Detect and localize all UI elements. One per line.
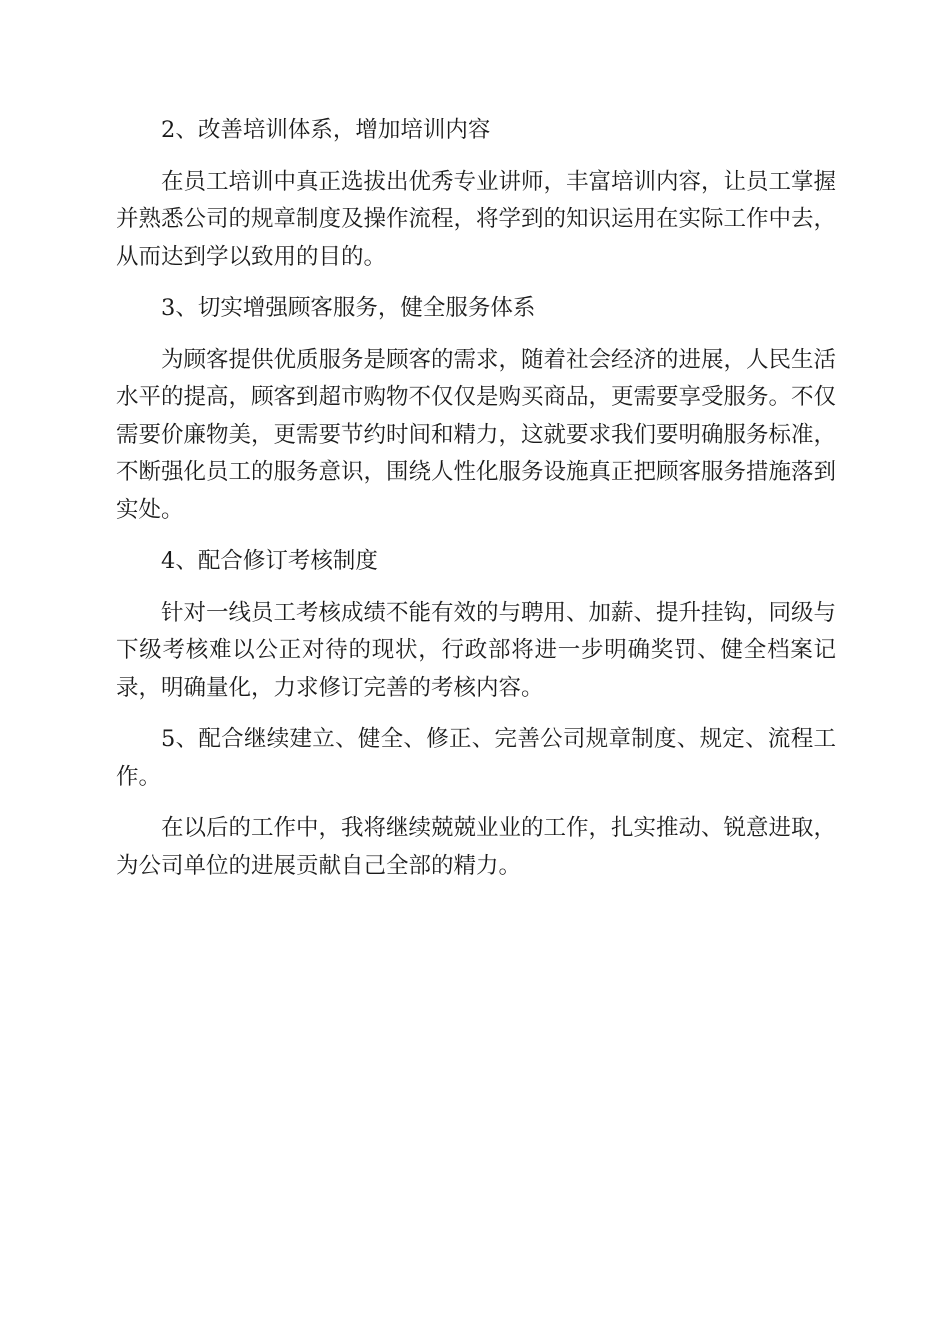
- section-heading-assessment: 4、配合修订考核制度: [161, 548, 378, 574]
- section-heading-regulations: 5、配合继续建立、健全、修正、完善公司规章制度、规定、流程工作。: [116, 726, 836, 790]
- paragraph-assessment: 针对一线员工考核成绩不能有效的与聘用、加薪、提升挂钩，同级与下级考核难以公正对待的现状，行政部将进一步明确奖罚、健全档案记录，明确量化，力求修订完善的考核内容。: [116, 599, 837, 701]
- paragraph-conclusion: 在以后的工作中，我将继续兢兢业业的工作，扎实推动、锐意进取，为公司单位的进展贡献自己全部的精力。: [116, 815, 837, 879]
- section-heading-customer-service: 3、切实增强顾客服务，健全服务体系: [161, 295, 536, 321]
- section-heading-training: 2、改善培训体系，增加培训内容: [161, 117, 491, 143]
- document-body: [116, 112, 836, 885]
- paragraph-training: 在员工培训中真正选拔出优秀专业讲师，丰富培训内容，让员工掌握并熟悉公司的规章制度及操作流程，将学到的知识运用在实际工作中去，从而达到学以致用的目的。: [116, 168, 837, 270]
- paragraph-customer-service: 为顾客提供优质服务是顾客的需求，随着社会经济的进展，人民生活水平的提高，顾客到超市购物不仅仅是购买商品，更需要享受服务。不仅需要价廉物美，更需要节约时间和精力，这就要求我们要明确服务标准，不断强化员工的服务意识，围绕人性化服务设施真正把顾客服务措施落到实处。: [116, 346, 837, 523]
